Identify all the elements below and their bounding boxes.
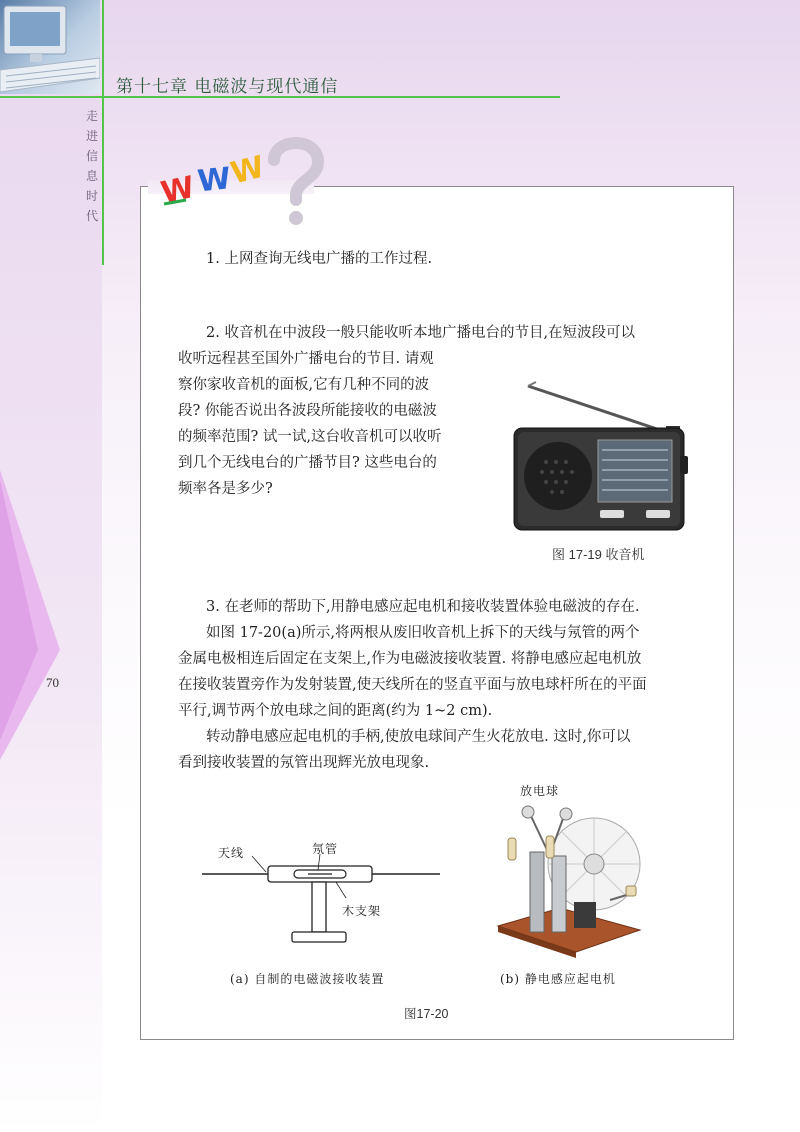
text-line: 在接收装置旁作为发射装置,使天线所在的竖直平面与放电球杆所在的平面 <box>178 677 647 693</box>
wimshurst-machine-photo <box>490 782 642 958</box>
figure-a-caption: (a) 自制的电磁波接收装置 <box>230 972 385 986</box>
www-logo <box>158 134 328 230</box>
receiver-diagram <box>196 836 446 952</box>
section-label-char: 进 <box>85 129 98 143</box>
radio-photo <box>506 376 690 534</box>
text-line: 段? 你能否说出各波段所能接收的电磁波 <box>178 403 437 419</box>
text-line: 察你家收音机的面板,它有几种不同的波 <box>178 377 430 393</box>
text-line: 金属电极相连后固定在支架上,作为电磁波接收装置. 将静电感应起电机放 <box>178 651 642 667</box>
margin-rule <box>102 0 104 265</box>
question-mark-icon <box>274 143 318 225</box>
text-line: 平行,调节两个放电球之间的距离(约为 1~2 cm). <box>178 703 493 719</box>
svg-text:W: W <box>195 161 233 200</box>
section-label-char: 代 <box>85 209 98 223</box>
section-label-char: 信 <box>85 149 98 163</box>
text-line: 如图 17-20(a)所示,将两根从废旧收音机上拆下的天线与氖管的两个 <box>206 625 640 641</box>
figure-b-caption: (b) 静电感应起电机 <box>500 972 616 986</box>
activity-item-3 <box>178 594 708 776</box>
section-label-char: 息 <box>85 169 98 183</box>
section-label-char: 时 <box>85 189 98 203</box>
section-label-char: 走 <box>85 109 98 123</box>
page-number: 70 <box>46 675 59 690</box>
svg-text:W: W <box>227 149 268 192</box>
activity-item-2-line: 2. 收音机在中波段一般只能收听本地广播电台的节目,在短波段可以 <box>206 325 636 341</box>
text-line: 的频率范围? 试一试,这台收音机可以收听 <box>178 429 442 445</box>
section-label <box>84 106 100 226</box>
antenna-label: 天线 <box>218 846 245 860</box>
neon-tube-label: 氖管 <box>312 842 339 856</box>
text-line: 看到接收装置的氖管出现辉光放电现象. <box>178 755 430 771</box>
discharge-ball-label: 放电球 <box>520 784 560 798</box>
text-line: 转动静电感应起电机的手柄,使放电球间产生火花放电. 这时,你可以 <box>206 729 631 745</box>
radio-figure-caption: 图 17-19 收音机 <box>552 547 645 562</box>
text-line: 到几个无线电台的广播节目? 这些电台的 <box>178 455 437 471</box>
svg-text:W: W <box>158 169 198 212</box>
activity-item-2-line: 收听远程甚至国外广播电台的节目. 请观 <box>178 351 434 367</box>
computer-photo <box>0 0 100 94</box>
chapter-title: 第十七章 电磁波与现代通信 <box>116 77 339 97</box>
wooden-stand-label: 木支架 <box>342 904 382 918</box>
activity-item-2-body <box>178 372 478 502</box>
activity-item-1: 1. 上网查询无线电广播的工作过程. <box>206 251 433 267</box>
text-line: 频率各是多少? <box>178 481 273 497</box>
text-line: 3. 在老师的帮助下,用静电感应起电机和接收装置体验电磁波的存在. <box>206 599 640 615</box>
figure-caption: 图17-20 <box>404 1007 449 1021</box>
